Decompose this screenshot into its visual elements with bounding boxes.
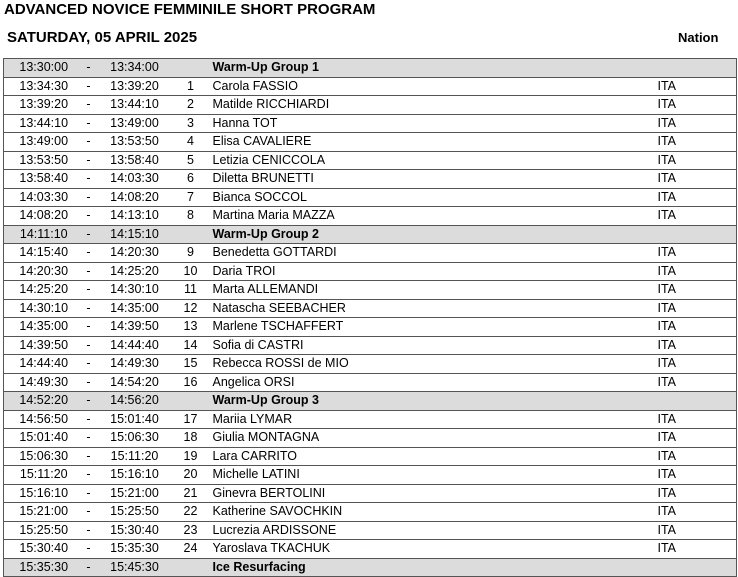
time-separator: - bbox=[84, 484, 94, 503]
skater-row bbox=[4, 262, 737, 281]
end-time: 14:08:20 bbox=[94, 188, 176, 207]
time-separator: - bbox=[84, 429, 94, 448]
nation-code bbox=[658, 225, 737, 244]
start-number: 14 bbox=[176, 336, 206, 355]
skater-name: Elisa CAVALIERE bbox=[206, 133, 658, 152]
nation-code: ITA bbox=[658, 503, 737, 522]
end-time: 14:54:20 bbox=[94, 373, 176, 392]
skater-name: Lucrezia ARDISSONE bbox=[206, 521, 658, 540]
skater-row bbox=[4, 77, 737, 96]
skater-row bbox=[4, 151, 737, 170]
nation-code: ITA bbox=[658, 336, 737, 355]
skater-name: Hanna TOT bbox=[206, 114, 658, 133]
end-time: 14:03:30 bbox=[94, 170, 176, 189]
end-time: 14:20:30 bbox=[94, 244, 176, 263]
start-time: 13:53:50 bbox=[4, 151, 84, 170]
skater-name: Lara CARRITO bbox=[206, 447, 658, 466]
nation-code: ITA bbox=[658, 133, 737, 152]
end-time: 15:16:10 bbox=[94, 466, 176, 485]
schedule-date: SATURDAY, 05 APRIL 2025 bbox=[7, 29, 198, 46]
group-row bbox=[4, 225, 737, 244]
nation-code: ITA bbox=[658, 170, 737, 189]
nation-code: ITA bbox=[658, 466, 737, 485]
start-time: 15:01:40 bbox=[4, 429, 84, 448]
start-time: 15:25:50 bbox=[4, 521, 84, 540]
start-time: 14:03:30 bbox=[4, 188, 84, 207]
time-separator: - bbox=[84, 410, 94, 429]
skater-row bbox=[4, 540, 737, 559]
start-time: 14:30:10 bbox=[4, 299, 84, 318]
end-time: 15:35:30 bbox=[94, 540, 176, 559]
start-time: 15:06:30 bbox=[4, 447, 84, 466]
skater-name: Matilde RICCHIARDI bbox=[206, 96, 658, 115]
end-time: 14:30:10 bbox=[94, 281, 176, 300]
end-time: 15:21:00 bbox=[94, 484, 176, 503]
end-time: 14:56:20 bbox=[94, 392, 176, 411]
nation-code: ITA bbox=[658, 96, 737, 115]
skater-row bbox=[4, 466, 737, 485]
start-time: 15:11:20 bbox=[4, 466, 84, 485]
skater-name: Rebecca ROSSI de MIO bbox=[206, 355, 658, 374]
start-number: 2 bbox=[176, 96, 206, 115]
start-time: 14:49:30 bbox=[4, 373, 84, 392]
nation-code bbox=[658, 59, 737, 78]
nation-code: ITA bbox=[658, 484, 737, 503]
skater-row bbox=[4, 336, 737, 355]
end-time: 13:44:10 bbox=[94, 96, 176, 115]
end-time: 15:11:20 bbox=[94, 447, 176, 466]
skater-name: Mariia LYMAR bbox=[206, 410, 658, 429]
time-separator: - bbox=[84, 262, 94, 281]
end-time: 14:49:30 bbox=[94, 355, 176, 374]
nation-code: ITA bbox=[658, 244, 737, 263]
end-time: 15:30:40 bbox=[94, 521, 176, 540]
end-time: 13:58:40 bbox=[94, 151, 176, 170]
end-time: 15:06:30 bbox=[94, 429, 176, 448]
skater-name: Bianca SOCCOL bbox=[206, 188, 658, 207]
time-separator: - bbox=[84, 170, 94, 189]
nation-code: ITA bbox=[658, 540, 737, 559]
start-number bbox=[176, 225, 206, 244]
nation-code: ITA bbox=[658, 410, 737, 429]
time-separator: - bbox=[84, 114, 94, 133]
time-separator: - bbox=[84, 225, 94, 244]
start-number: 20 bbox=[176, 466, 206, 485]
group-row bbox=[4, 558, 737, 577]
skater-row bbox=[4, 484, 737, 503]
time-separator: - bbox=[84, 466, 94, 485]
time-separator: - bbox=[84, 373, 94, 392]
skater-name: Angelica ORSI bbox=[206, 373, 658, 392]
start-number: 22 bbox=[176, 503, 206, 522]
skater-name: Daria TROI bbox=[206, 262, 658, 281]
start-number: 16 bbox=[176, 373, 206, 392]
end-time: 15:25:50 bbox=[94, 503, 176, 522]
skater-row bbox=[4, 355, 737, 374]
skater-name: Diletta BRUNETTI bbox=[206, 170, 658, 189]
start-number: 9 bbox=[176, 244, 206, 263]
start-number: 24 bbox=[176, 540, 206, 559]
time-separator: - bbox=[84, 188, 94, 207]
start-number: 7 bbox=[176, 188, 206, 207]
nation-code: ITA bbox=[658, 355, 737, 374]
start-time: 13:44:10 bbox=[4, 114, 84, 133]
time-separator: - bbox=[84, 59, 94, 78]
skater-name: Benedetta GOTTARDI bbox=[206, 244, 658, 263]
start-number: 18 bbox=[176, 429, 206, 448]
time-separator: - bbox=[84, 96, 94, 115]
nation-code bbox=[658, 558, 737, 577]
start-number bbox=[176, 59, 206, 78]
start-number: 15 bbox=[176, 355, 206, 374]
nation-code: ITA bbox=[658, 151, 737, 170]
skater-row bbox=[4, 503, 737, 522]
end-time: 14:13:10 bbox=[94, 207, 176, 226]
skater-row bbox=[4, 373, 737, 392]
start-time: 14:15:40 bbox=[4, 244, 84, 263]
nation-column-header: Nation bbox=[678, 30, 719, 45]
start-time: 14:25:20 bbox=[4, 281, 84, 300]
time-separator: - bbox=[84, 392, 94, 411]
nation-code: ITA bbox=[658, 114, 737, 133]
time-separator: - bbox=[84, 207, 94, 226]
skater-row bbox=[4, 447, 737, 466]
start-time: 15:16:10 bbox=[4, 484, 84, 503]
skater-row bbox=[4, 96, 737, 115]
start-time: 13:39:20 bbox=[4, 96, 84, 115]
skater-name: Natascha SEEBACHER bbox=[206, 299, 658, 318]
group-row bbox=[4, 59, 737, 78]
start-number: 12 bbox=[176, 299, 206, 318]
skater-name: Marta ALLEMANDI bbox=[206, 281, 658, 300]
start-number: 10 bbox=[176, 262, 206, 281]
time-separator: - bbox=[84, 244, 94, 263]
time-separator: - bbox=[84, 77, 94, 96]
time-separator: - bbox=[84, 447, 94, 466]
nation-code: ITA bbox=[658, 373, 737, 392]
start-time: 13:58:40 bbox=[4, 170, 84, 189]
skater-name: Sofia di CASTRI bbox=[206, 336, 658, 355]
time-separator: - bbox=[84, 151, 94, 170]
schedule-table bbox=[3, 58, 737, 577]
skater-name: Martina Maria MAZZA bbox=[206, 207, 658, 226]
start-time: 14:35:00 bbox=[4, 318, 84, 337]
group-label: Ice Resurfacing bbox=[206, 558, 658, 577]
skater-name: Katherine SAVOCHKIN bbox=[206, 503, 658, 522]
time-separator: - bbox=[84, 281, 94, 300]
end-time: 13:49:00 bbox=[94, 114, 176, 133]
nation-code: ITA bbox=[658, 77, 737, 96]
start-number bbox=[176, 392, 206, 411]
nation-code bbox=[658, 392, 737, 411]
time-separator: - bbox=[84, 318, 94, 337]
nation-code: ITA bbox=[658, 429, 737, 448]
start-time: 14:56:50 bbox=[4, 410, 84, 429]
start-number: 3 bbox=[176, 114, 206, 133]
skater-row bbox=[4, 133, 737, 152]
skater-name: Michelle LATINI bbox=[206, 466, 658, 485]
time-separator: - bbox=[84, 299, 94, 318]
start-number: 4 bbox=[176, 133, 206, 152]
start-number: 13 bbox=[176, 318, 206, 337]
skater-row bbox=[4, 207, 737, 226]
skater-row bbox=[4, 429, 737, 448]
start-number: 11 bbox=[176, 281, 206, 300]
start-time: 13:30:00 bbox=[4, 59, 84, 78]
end-time: 14:44:40 bbox=[94, 336, 176, 355]
skater-row bbox=[4, 410, 737, 429]
start-time: 13:34:30 bbox=[4, 77, 84, 96]
nation-code: ITA bbox=[658, 447, 737, 466]
start-number: 17 bbox=[176, 410, 206, 429]
end-time: 13:34:00 bbox=[94, 59, 176, 78]
end-time: 14:25:20 bbox=[94, 262, 176, 281]
skater-row bbox=[4, 281, 737, 300]
start-time: 14:39:50 bbox=[4, 336, 84, 355]
skater-row bbox=[4, 521, 737, 540]
start-number bbox=[176, 558, 206, 577]
start-time: 14:08:20 bbox=[4, 207, 84, 226]
start-time: 15:30:40 bbox=[4, 540, 84, 559]
start-number: 23 bbox=[176, 521, 206, 540]
start-time: 14:44:40 bbox=[4, 355, 84, 374]
start-number: 5 bbox=[176, 151, 206, 170]
page-title: ADVANCED NOVICE FEMMINILE SHORT PROGRAM bbox=[4, 1, 376, 18]
end-time: 15:45:30 bbox=[94, 558, 176, 577]
time-separator: - bbox=[84, 133, 94, 152]
group-row bbox=[4, 392, 737, 411]
skater-name: Marlene TSCHAFFERT bbox=[206, 318, 658, 337]
skater-row bbox=[4, 318, 737, 337]
skater-row bbox=[4, 188, 737, 207]
start-number: 21 bbox=[176, 484, 206, 503]
end-time: 15:01:40 bbox=[94, 410, 176, 429]
group-label: Warm-Up Group 3 bbox=[206, 392, 658, 411]
skater-name: Yaroslava TKACHUK bbox=[206, 540, 658, 559]
start-time: 14:20:30 bbox=[4, 262, 84, 281]
start-number: 8 bbox=[176, 207, 206, 226]
skater-row bbox=[4, 114, 737, 133]
nation-code: ITA bbox=[658, 299, 737, 318]
time-separator: - bbox=[84, 540, 94, 559]
time-separator: - bbox=[84, 503, 94, 522]
nation-code: ITA bbox=[658, 262, 737, 281]
end-time: 13:53:50 bbox=[94, 133, 176, 152]
start-number: 1 bbox=[176, 77, 206, 96]
nation-code: ITA bbox=[658, 521, 737, 540]
time-separator: - bbox=[84, 558, 94, 577]
nation-code: ITA bbox=[658, 318, 737, 337]
end-time: 14:15:10 bbox=[94, 225, 176, 244]
nation-code: ITA bbox=[658, 188, 737, 207]
skater-name: Carola FASSIO bbox=[206, 77, 658, 96]
start-number: 6 bbox=[176, 170, 206, 189]
start-time: 15:21:00 bbox=[4, 503, 84, 522]
time-separator: - bbox=[84, 355, 94, 374]
start-time: 14:52:20 bbox=[4, 392, 84, 411]
skater-name: Giulia MONTAGNA bbox=[206, 429, 658, 448]
start-time: 13:49:00 bbox=[4, 133, 84, 152]
group-label: Warm-Up Group 1 bbox=[206, 59, 658, 78]
end-time: 13:39:20 bbox=[94, 77, 176, 96]
start-number: 19 bbox=[176, 447, 206, 466]
time-separator: - bbox=[84, 336, 94, 355]
group-label: Warm-Up Group 2 bbox=[206, 225, 658, 244]
end-time: 14:39:50 bbox=[94, 318, 176, 337]
nation-code: ITA bbox=[658, 281, 737, 300]
skater-row bbox=[4, 244, 737, 263]
start-time: 15:35:30 bbox=[4, 558, 84, 577]
end-time: 14:35:00 bbox=[94, 299, 176, 318]
skater-name: Letizia CENICCOLA bbox=[206, 151, 658, 170]
skater-row bbox=[4, 170, 737, 189]
time-separator: - bbox=[84, 521, 94, 540]
nation-code: ITA bbox=[658, 207, 737, 226]
start-time: 14:11:10 bbox=[4, 225, 84, 244]
skater-name: Ginevra BERTOLINI bbox=[206, 484, 658, 503]
skater-row bbox=[4, 299, 737, 318]
